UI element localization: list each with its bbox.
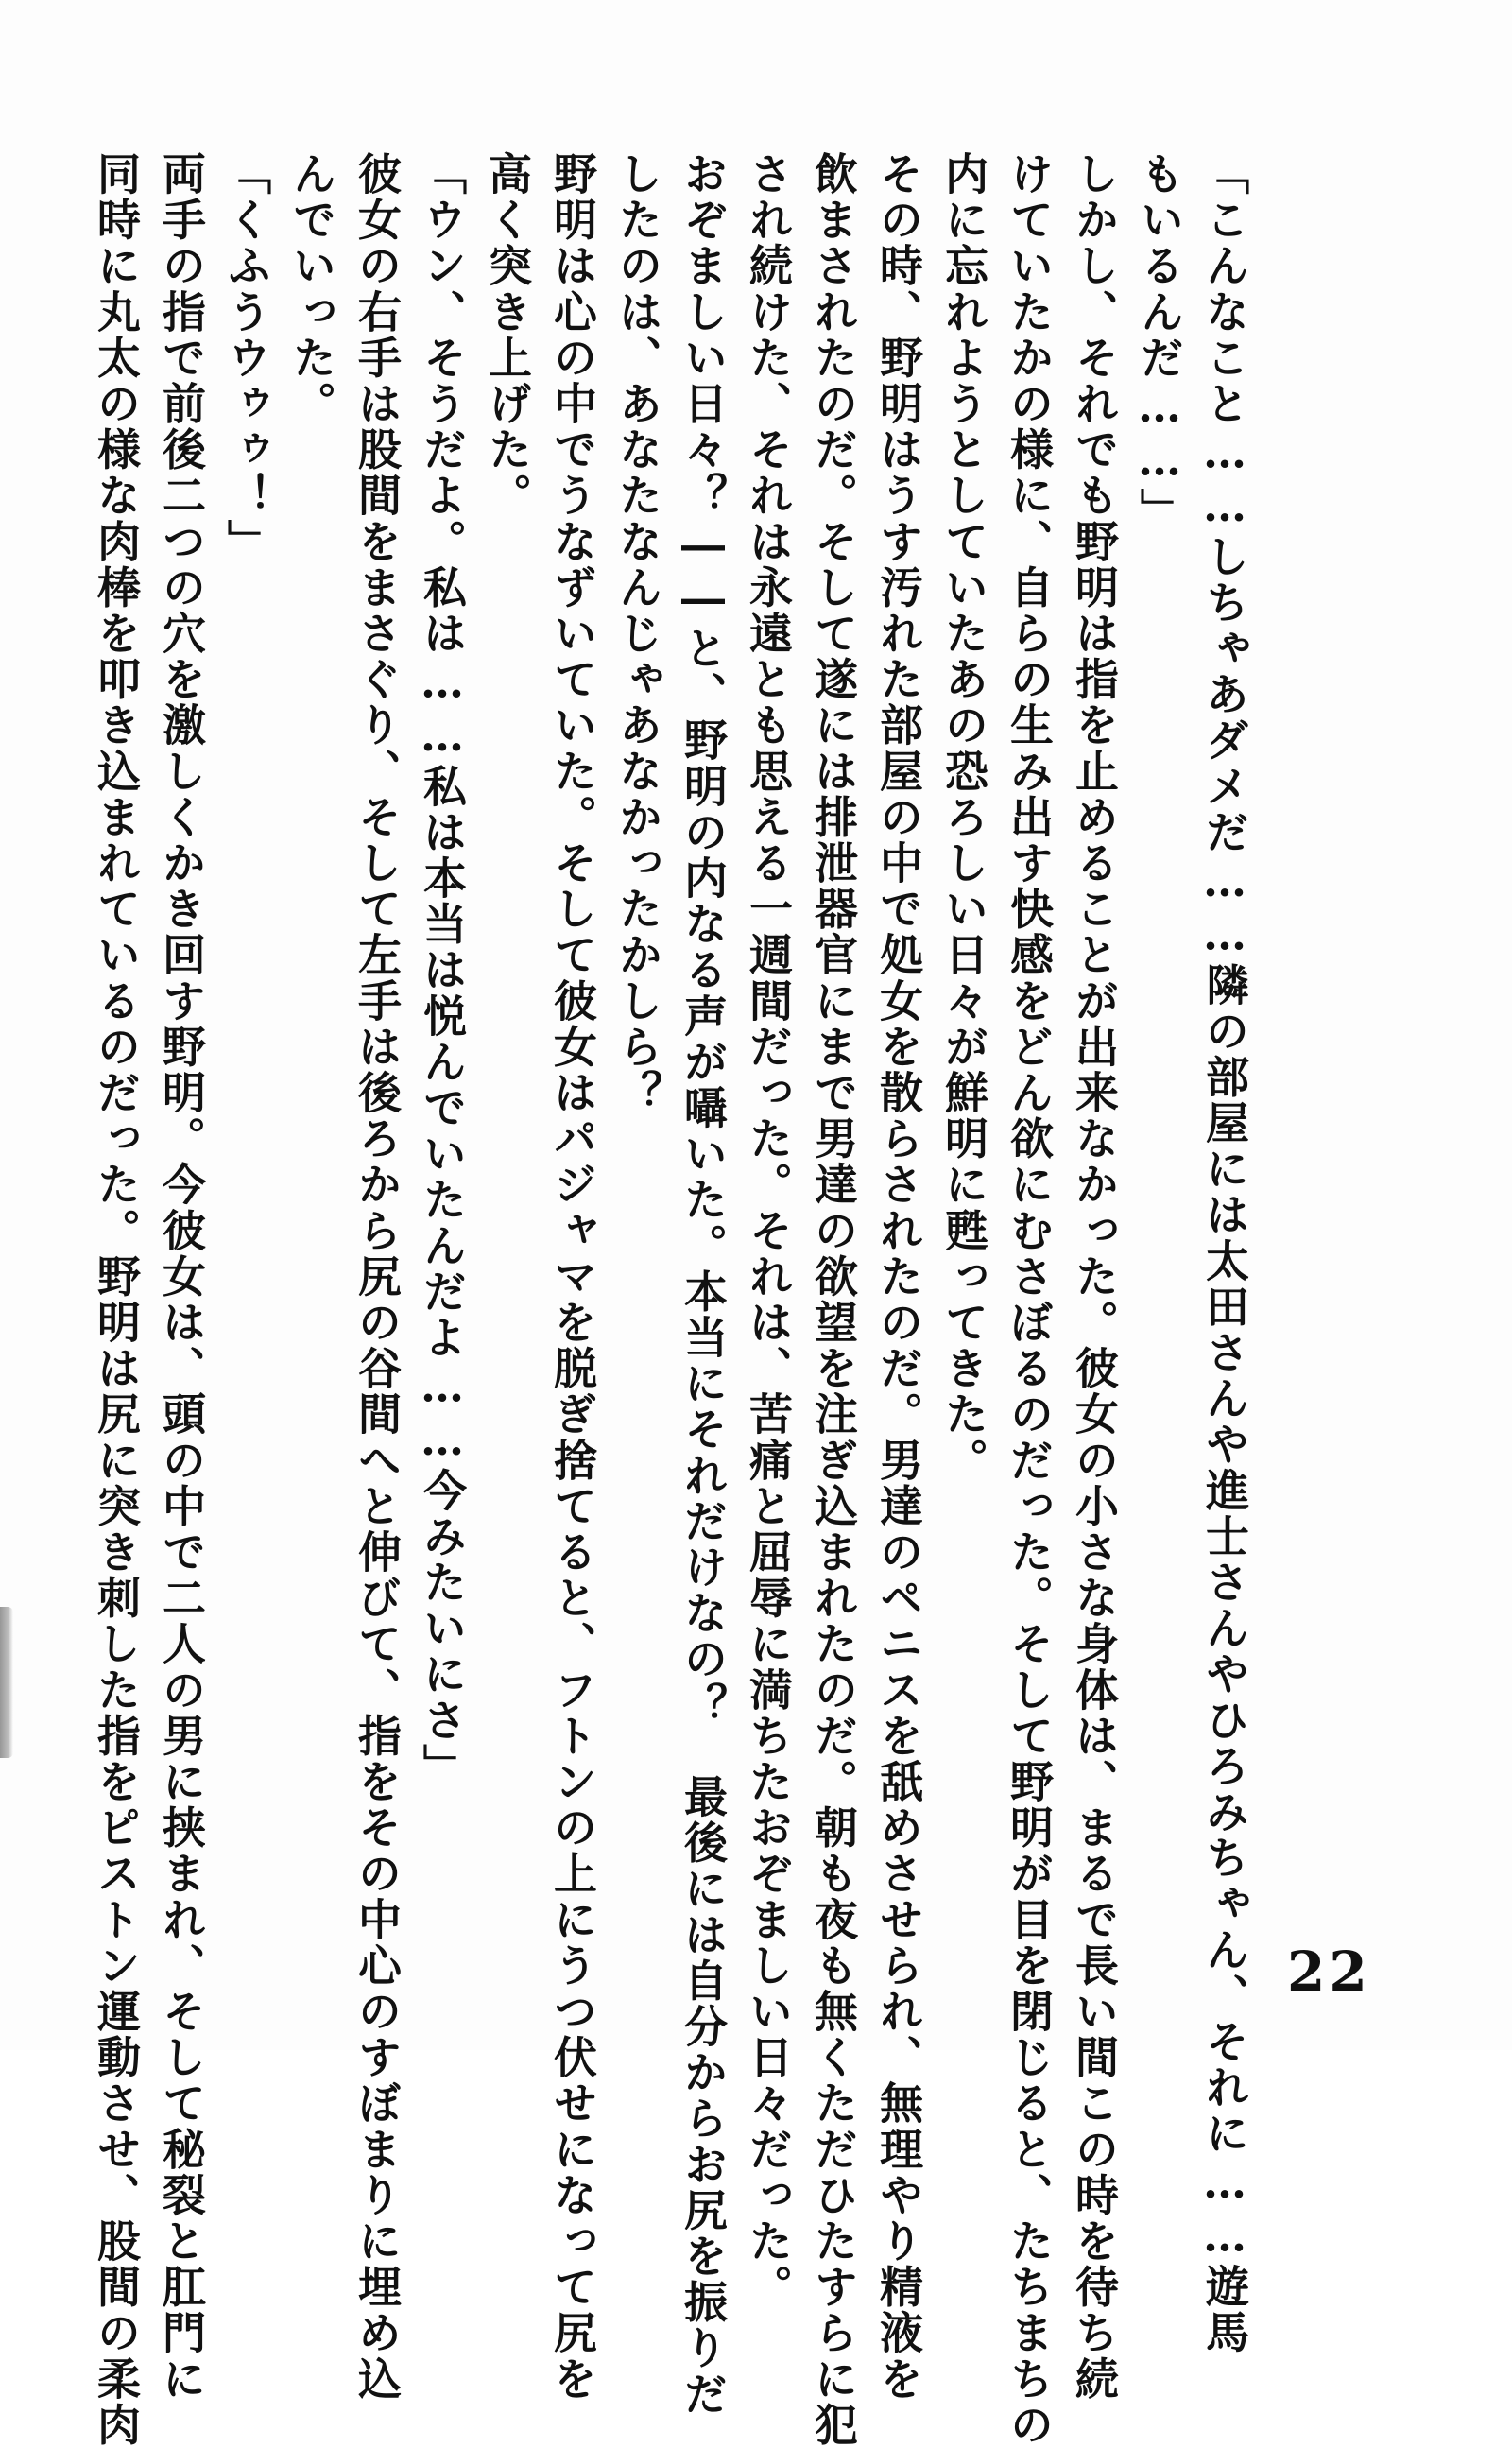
text-column: 彼女の右手は股間をまさぐり、そして左手は後ろから尻の谷間へと伸びて、指をその中心のすぼまりに埋め込 <box>352 151 403 2403</box>
text-column: もいるんだ……」 <box>1134 151 1185 534</box>
text-column: 「ウン、そうだよ。私は……私は本当は悦んでいたんだよ……今みたいにさ」 <box>417 151 468 1789</box>
text-column: んでいった。 <box>286 151 337 427</box>
page-number: 22 <box>1287 1939 1371 2004</box>
text-column: したのは、あなたなんじゃあなかったかしら？ <box>612 151 663 1116</box>
text-column: けていたかの様に、自らの生み出す快感をどん欲にむさぼるのだった。そして野明が目を閉じると、たちまちの <box>1004 151 1055 2448</box>
text-column: 高く突き上げた。 <box>482 151 533 519</box>
vertical-text-body <box>91 151 1257 2448</box>
text-column: 内に忘れようとしていたあの恐ろしい日々が鮮明に甦ってきた。 <box>938 151 989 1484</box>
text-column: 「こんなこと……しちゃあダメだ……隣の部屋には太田さんや進士さんやひろみちゃん、それに……遊馬 <box>1199 151 1250 2356</box>
text-column: おぞましい日々？――と、野明の内なる声が囁いた。本当にそれだけなの？ 最後には自分からお尻を振りだ <box>678 151 729 2418</box>
text-column: 「くふうウゥゥ！」 <box>221 151 272 565</box>
text-column: その時、野明はうす汚れた部屋の中で処女を散らされたのだ。男達のペニスを舐めさせられ、無理やり精液を <box>873 151 924 2403</box>
text-column: 同時に丸太の様な肉棒を叩き込まれているのだった。野明は尻に突き刺した指をピストン運動させ、股間の柔肉 <box>91 151 142 2448</box>
text-column: され続けた、それは永遠とも思える一週間だった。それは、苦痛と屈辱に満ちたおぞましい日々だった。 <box>743 151 794 2311</box>
scan-edge-shadow <box>0 1607 13 1758</box>
text-column: 両手の指で前後二つの穴を激しくかき回す野明。今彼女は、頭の中で二人の男に挟まれ、そして秘裂と肛門に <box>156 151 207 2403</box>
text-column: 野明は心の中でうなずいていた。そして彼女はパジャマを脱ぎ捨てると、フトンの上にうつ伏せになって尻を <box>547 151 598 2403</box>
text-column: しかし、それでも野明は指を止めることが出来なかった。彼女の小さな身体は、まるで長い間この時を待ち続 <box>1069 151 1120 2403</box>
text-column: 飲まされたのだ。そして遂には排泄器官にまで男達の欲望を注ぎ込まれたのだ。朝も夜も無くただひたすらに犯 <box>808 151 859 2448</box>
